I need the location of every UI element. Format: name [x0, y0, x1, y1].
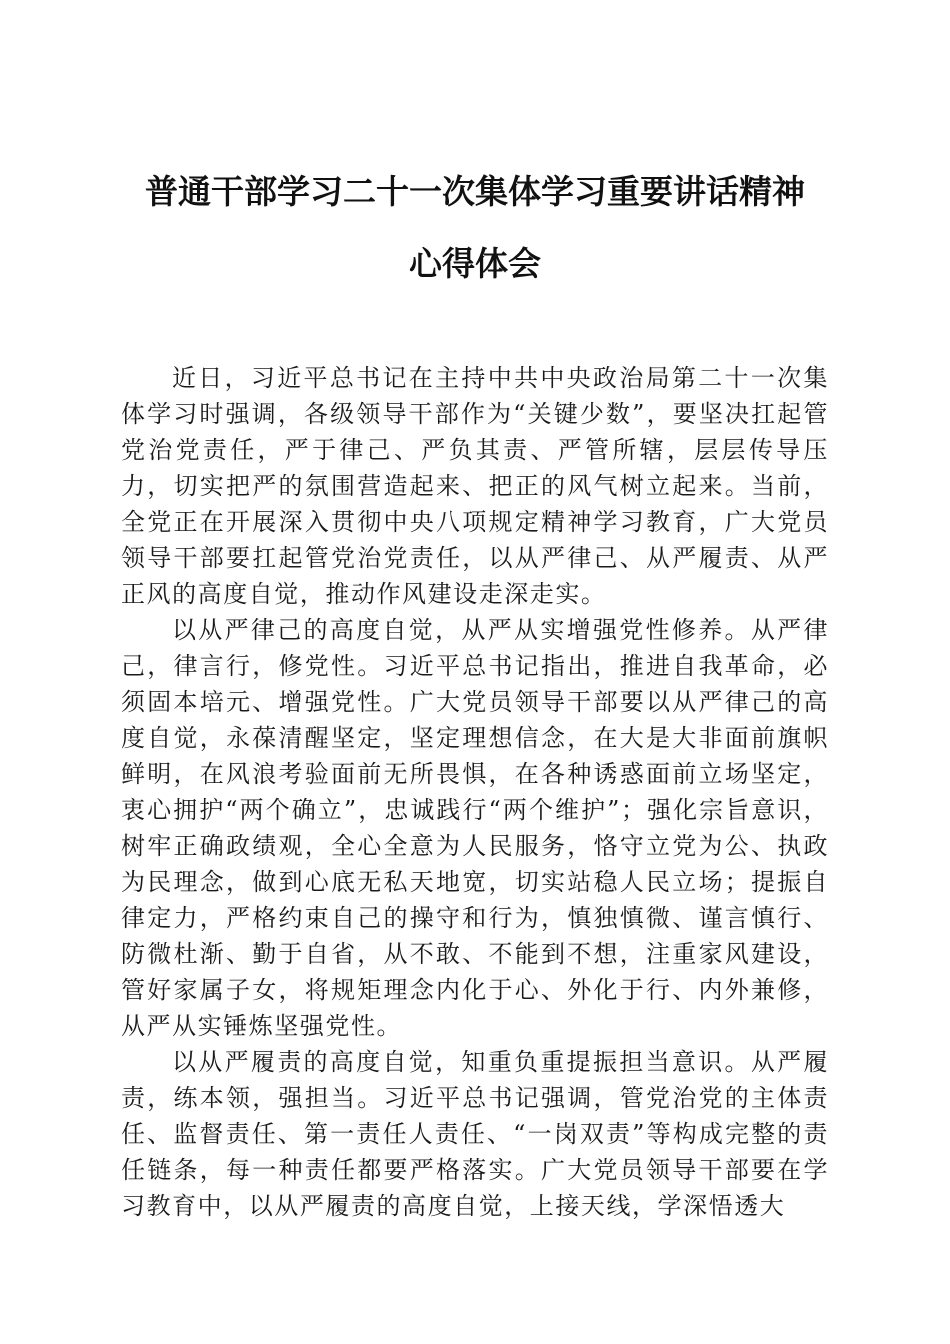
paragraph-intro: 近日，习近平总书记在主持中共中央政治局第二十一次集体学习时强调，各级领导干部作为“关键少数”，要坚决扛起管党治党责任，严于律己、严负其责、严管所辖，层层传导压力，切实把严的氛围营造起来、把正的风气树立起来。当前，全党正在开展深入贯彻中央八项规定精神学习教育，广大党员领导干部要扛起管党治党责任，以从严律己、从严履责、从严正风的高度自觉，推动作风建设走深走实。: [121, 364, 829, 608]
paragraph-self-discipline: 以从严律己的高度自觉，从严从实增强党性修养。从严律己，律言行，修党性。习近平总书记指出，推进自我革命，必须固本培元、增强党性。广大党员领导干部要以从严律己的高度自觉，永葆清醒坚定，坚定理想信念，在大是大非面前旗帜鲜明，在风浪考验面前无所畏惧，在各种诱惑面前立场坚定，衷心拥护“两个确立”，忠诚践行“两个维护”；强化宗旨意识，树牢正确政绩观，全心全意为人民服务，恪守立党为公、执政为民理念，做到心底无私天地宽，切实站稳人民立场；提振自律定力，严格约束自己的操守和行为，慎独慎微、谨言慎行、防微杜渐、勤于自省，从不敢、不能到不想，注重家风建设，管好家属子女，将规矩理念内化于心、外化于行、内外兼修，从严从实锤炼坚强党性。: [121, 616, 829, 1040]
document-title-line-1: 普通干部学习二十一次集体学习重要讲话精神: [145, 172, 805, 211]
paragraph-responsibility: 以从严履责的高度自觉，知重负重提振担当意识。从严履责，练本领，强担当。习近平总书记强调，管党治党的主体责任、监督责任、第一责任人责任、“一岗双责”等构成完整的责任链条，每一种责任都要严格落实。广大党员领导干部要在学习教育中，以从严履责的高度自觉，上接天线，学深悟透大: [121, 1048, 829, 1220]
document-title-line-2: 心得体会: [409, 244, 541, 283]
document-body: [121, 360, 829, 1224]
